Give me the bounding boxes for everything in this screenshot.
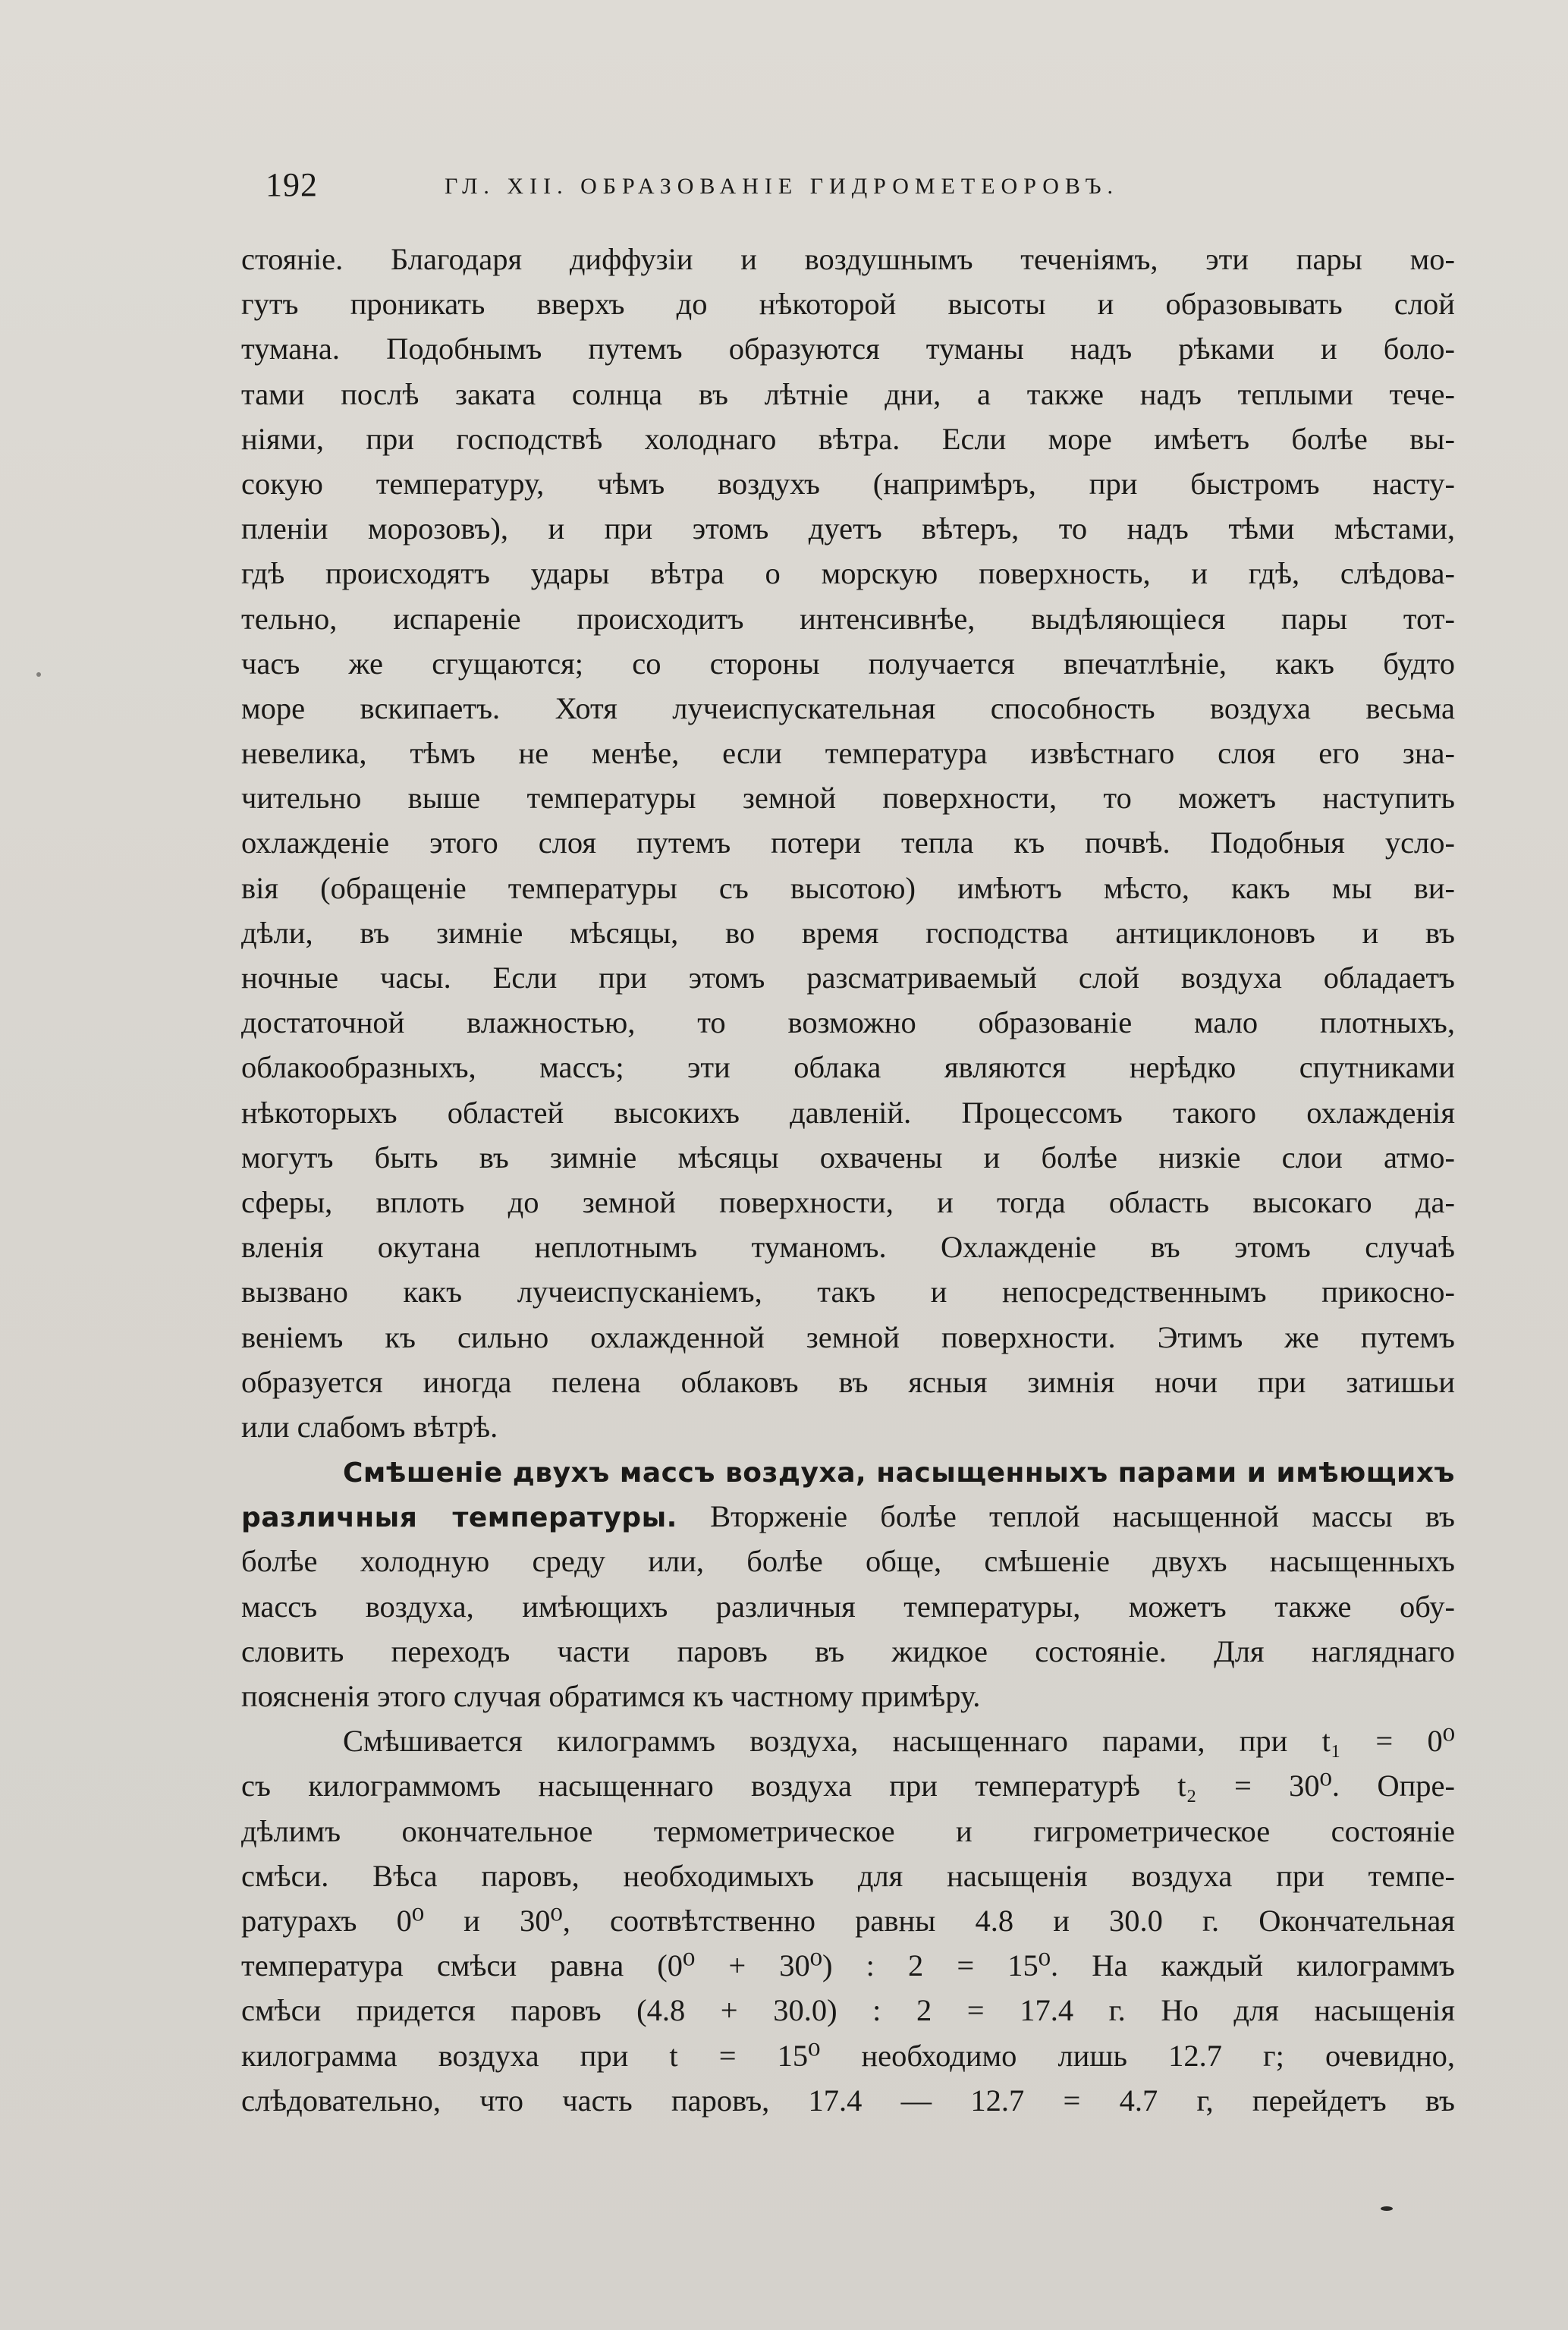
text-line: дѣли, въ зимніе мѣсяцы, во время господства антициклоновъ и въ [241, 915, 1455, 950]
text-line: море вскипаетъ. Хотя лучеиспускательная способность воздуха весьма [241, 690, 1455, 725]
text-line: ночные часы. Если при этомъ разсматриваемый слой воздуха обладаетъ [241, 961, 1455, 995]
text-line: поясненія этого случая обратимся къ частному примѣру. [241, 1679, 981, 1713]
paragraph-mixing-masses [241, 1449, 1455, 1718]
text-line: вызвано какъ лучеиспусканіемъ, такъ и непосредственнымъ прикосно- [241, 1275, 1455, 1310]
text-line: ніями, при господствѣ холоднаго вѣтра. Если море имѣетъ болѣе вы- [241, 421, 1455, 456]
text-line: образуется иногда пелена облаковъ въ ясныя зимнія ночи при затишьи [241, 1364, 1455, 1399]
text-line: чительно выше температуры земной поверхности, то можетъ наступить [241, 781, 1455, 816]
text-line: нѣкоторыхъ областей высокихъ давленій. Процессомъ такого охлажденія [241, 1095, 1455, 1130]
text-line: тумана. Подобнымъ путемъ образуются туманы надъ рѣками и боло- [241, 332, 1455, 366]
text-line: болѣе холодную среду или, болѣе обще, смѣшеніе двухъ насыщенныхъ [241, 1544, 1455, 1579]
text-line: гдѣ происходятъ удары вѣтра о морскую поверхность, и гдѣ, слѣдова- [241, 556, 1455, 591]
text-line: тами послѣ заката солнца въ лѣтніе дни, а также надъ теплыми тече- [241, 376, 1455, 411]
text-line: стояніе. Благодаря диффузіи и воздушнымъ теченіямъ, эти пары мо- [241, 242, 1455, 276]
text-line: гутъ проникать вверхъ до нѣкоторой высоты и образовывать слой [241, 287, 1455, 322]
paragraph-worked-example [241, 1718, 1455, 2123]
text-line: съ килограммомъ насыщеннаго воздуха при температурѣ t₂ = 30⁰. Опре- [241, 1769, 1455, 1803]
section-heading-line [241, 1449, 1455, 1494]
text-line: облакообразныхъ, массъ; эти облака являются нерѣдко спутниками [241, 1050, 1455, 1085]
text-line: тельно, испареніе происходитъ интенсивнѣе, выдѣляющіеся пары тот- [241, 601, 1455, 636]
body-text [241, 237, 1455, 2123]
text-line: веніемъ къ сильно охлажденной земной поверхности. Этимъ же путемъ [241, 1319, 1455, 1354]
section-heading-continuation: различныя температуры. [241, 1502, 677, 1534]
text-line: килограмма воздуха при t = 15⁰ необходимо лишь 12.7 г; очевидно, [241, 2038, 1455, 2073]
text-line: охлажденіе этого слоя путемъ потери тепла къ почвѣ. Подобныя усло- [241, 825, 1455, 860]
text-line: массъ воздуха, имѣющихъ различныя температуры, можетъ также обу- [241, 1589, 1455, 1624]
text-line: достаточной влажностью, то возможно образованіе мало плотныхъ, [241, 1005, 1455, 1040]
text-line: или слабомъ вѣтрѣ. [241, 1409, 498, 1444]
running-head: ГЛ. XII. ОБРАЗОВАНІЕ ГИДРОМЕТЕОРОВЪ. [445, 174, 1120, 199]
text-line: вія (обращеніе температуры съ высотою) имѣютъ мѣсто, какъ мы ви- [241, 870, 1455, 905]
section-heading: Смѣшеніе двухъ массъ воздуха, насыщенныхъ парами и имѣющихъ [343, 1457, 1455, 1489]
text-line: вленія окутана неплотнымъ туманомъ. Охлажденіе въ этомъ случаѣ [241, 1230, 1455, 1265]
text-line: часъ же сгущаются; со стороны получается впечатлѣніе, какъ будто [241, 646, 1455, 681]
text-line: могутъ быть въ зимніе мѣсяцы охвачены и болѣе низкіе слои атмо- [241, 1140, 1455, 1174]
text-line: слѣдовательно, что часть паровъ, 17.4 — 12.7 = 4.7 г, перейдетъ въ [241, 2083, 1455, 2118]
text-line: температура смѣси равна (0⁰ + 30⁰) : 2 = 15⁰. На каждый килограммъ [241, 1948, 1455, 1983]
text-run: Вторженіе болѣе теплой насыщенной массы въ [677, 1499, 1455, 1534]
text-line: словить переходъ части паровъ въ жидкое состояніе. Для нагляднаго [241, 1634, 1455, 1668]
text-line: дѣлимъ окончательное термометрическое и гигрометрическое состояніе [241, 1813, 1455, 1848]
text-line: смѣси. Вѣса паровъ, необходимыхъ для насыщенія воздуха при темпе- [241, 1858, 1455, 1893]
text-line: ратурахъ 0⁰ и 30⁰, соотвѣтственно равны 4.8 и 30.0 г. Окончательная [241, 1903, 1455, 1938]
page-header [266, 162, 1252, 208]
text-line: пленіи морозовъ), и при этомъ дуетъ вѣтеръ, то надъ тѣми мѣстами, [241, 511, 1455, 546]
text-line [241, 1494, 1455, 1539]
text-line: невелика, тѣмъ не менѣе, если температура извѣстнаго слоя его зна- [241, 736, 1455, 771]
text-line: Смѣшивается килограммъ воздуха, насыщеннаго парами, при t₁ = 0⁰ [343, 1724, 1455, 1759]
page-number: 192 [266, 166, 318, 203]
text-line: сокую температуру, чѣмъ воздухъ (напримѣръ, при быстромъ насту- [241, 466, 1455, 501]
ink-speck [1381, 2206, 1393, 2211]
text-line: смѣси придется паровъ (4.8 + 30.0) : 2 = 17.4 г. Но для насыщенія [241, 1993, 1455, 2028]
ink-speck [36, 672, 41, 677]
paragraph-fog-formation [241, 237, 1455, 1449]
text-line: сферы, вплоть до земной поверхности, и тогда область высокаго да- [241, 1184, 1455, 1219]
